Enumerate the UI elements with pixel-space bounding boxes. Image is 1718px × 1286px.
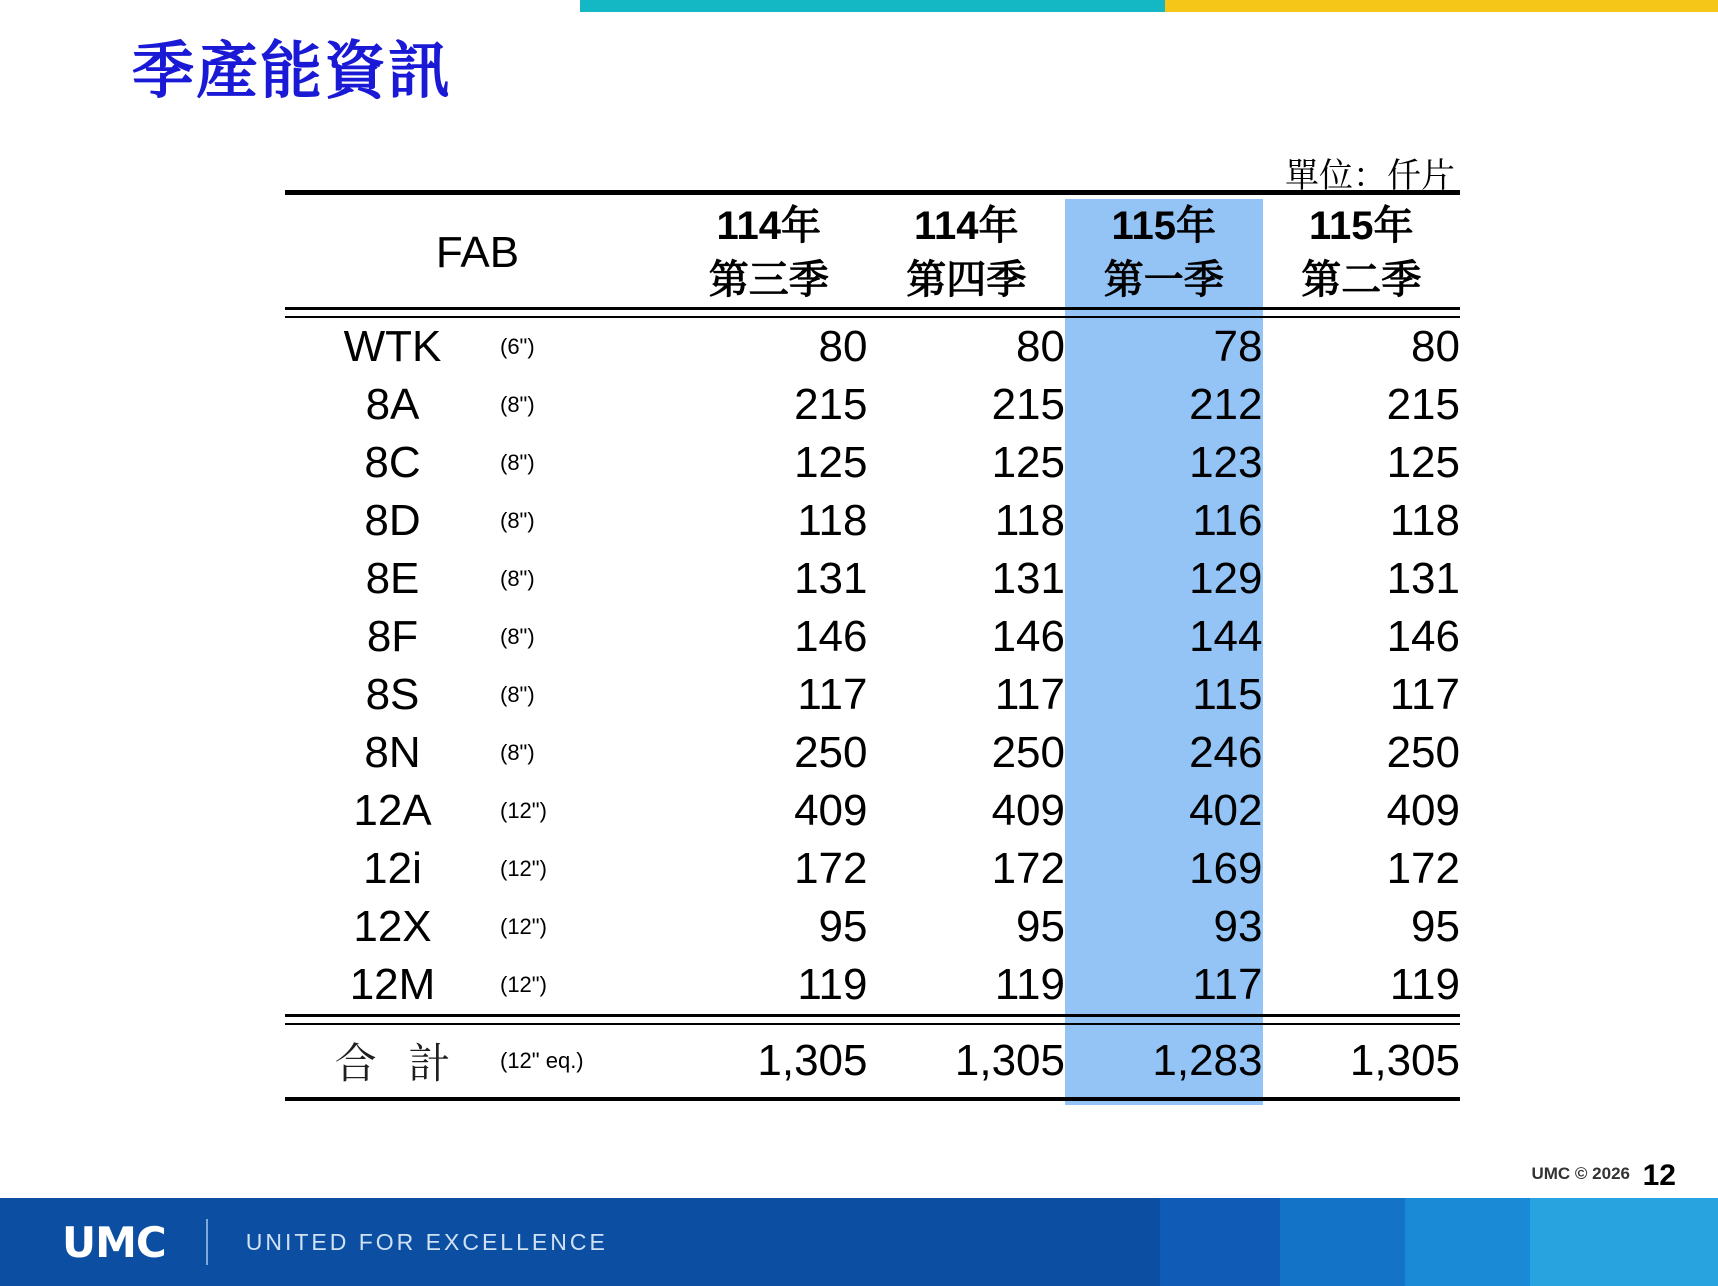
row-value-q1: 146 [794,612,868,661]
table-row [285,492,1460,550]
header-quarter-2-quarter: 第四季 [906,258,1027,302]
row-fab-name: 8C [364,438,421,487]
table-row [285,550,1460,608]
row-value-q4: 119 [1389,960,1460,1009]
row-value-q2: 250 [991,728,1065,777]
row-value-q2: 80 [1016,322,1065,371]
row-fab-name: 8N [364,728,421,777]
row-fab-size: (8") [500,624,535,649]
row-value-q1: 215 [794,380,868,429]
row-value-q2: 131 [991,554,1065,603]
row-value-q1: 80 [818,322,868,371]
table-row [285,840,1460,898]
row-fab-name: 8F [366,612,419,661]
table-row [285,434,1460,492]
row-value-q4: 172 [1386,844,1460,893]
header-quarter-2 [868,199,1066,309]
row-value-q1: 118 [797,496,868,545]
row-value-q1: 172 [794,844,868,893]
row-value-q3: 144 [1065,608,1263,666]
table-row [285,782,1460,840]
header-quarter-4-quarter: 第二季 [1301,258,1422,302]
row-value-q3: 116 [1065,492,1263,550]
row-fab-name: 12M [349,960,436,1009]
topbar-segment-white [0,0,580,12]
header-quarter-2-year: 114年 [913,204,1019,248]
row-fab-name: 12i [363,844,422,893]
topbar-segment-teal [580,0,1165,12]
row-value-q1: 95 [818,902,868,951]
row-value-q3: 117 [1065,956,1263,1016]
row-value-q2: 117 [994,670,1065,719]
topbar-segment-yellow [1165,0,1718,12]
table-row [285,317,1460,376]
row-value-q1: 409 [794,786,868,835]
row-value-q4: 117 [1389,670,1460,719]
row-fab-size: (8") [500,392,535,417]
table-row [285,376,1460,434]
row-value-q4: 95 [1411,902,1460,951]
table-row [285,724,1460,782]
page-title: 季產能資訊 [132,37,453,106]
row-value-q3: 129 [1065,550,1263,608]
row-fab-size: (8") [500,740,535,765]
header-quarter-4-year: 115年 [1308,204,1414,248]
header-quarter-3-year: 115年 [1111,204,1217,248]
copyright-text: UMC © 2026 [1531,1164,1630,1183]
row-value-q3: 115 [1065,666,1263,724]
row-fab-name: 8D [364,496,421,545]
row-fab-size: (8") [500,450,535,475]
row-value-q4: 80 [1411,322,1460,371]
row-fab-name: 12X [353,902,432,951]
table-rule-header-bottom [285,309,1460,318]
row-value-q1: 125 [794,438,868,487]
row-fab-name: 8E [365,554,420,603]
logo-divider [206,1219,208,1265]
row-fab-name: WTK [343,322,442,371]
row-value-q4: 250 [1386,728,1460,777]
header-quarter-3-quarter: 第一季 [1103,258,1224,302]
row-fab-name: 8A [365,380,420,429]
row-fab-name: 8S [365,670,420,719]
row-fab-name: 12A [353,786,432,835]
total-label: 合 計 [334,1040,461,1087]
row-fab-size: (12") [500,798,547,823]
row-value-q3: 169 [1065,840,1263,898]
row-fab-size: (8") [500,682,535,707]
total-value-q3: 1,283 [1065,1024,1263,1099]
row-value-q3: 93 [1065,898,1263,956]
top-color-bar [0,0,1718,12]
header-quarter-3 [1065,199,1263,309]
table-total-row [285,1024,1460,1099]
capacity-table-container [285,190,1460,1105]
row-value-q1: 131 [794,554,868,603]
row-value-q4: 146 [1386,612,1460,661]
row-value-q2: 119 [994,960,1065,1009]
row-value-q3: 123 [1065,434,1263,492]
footer-content [0,1198,1718,1286]
row-value-q2: 118 [994,496,1065,545]
page-number: 12 [1642,1159,1676,1192]
total-value-q2: 1,305 [954,1036,1065,1085]
footer-tagline: UNITED FOR EXCELLENCE [245,1228,608,1255]
total-size: (12" eq.) [500,1048,584,1073]
total-value-q4: 1,305 [1349,1036,1460,1085]
table-rule-total-top [285,1016,1460,1025]
row-value-q1: 250 [794,728,868,777]
row-value-q3: 402 [1065,782,1263,840]
row-fab-size: (12") [500,914,547,939]
row-fab-size: (8") [500,566,535,591]
header-fab: FAB [435,228,520,277]
table-row [285,666,1460,724]
table-row [285,898,1460,956]
row-value-q1: 117 [797,670,868,719]
unit-note: 單位：仟片 [1285,157,1455,195]
row-value-q3: 246 [1065,724,1263,782]
header-quarter-1-year: 114年 [716,204,822,248]
row-value-q4: 125 [1386,438,1460,487]
row-fab-size: (12") [500,972,547,997]
row-value-q2: 172 [991,844,1065,893]
row-value-q2: 95 [1016,902,1065,951]
table-header-row [285,199,1460,309]
row-value-q4: 131 [1386,554,1460,603]
row-value-q4: 409 [1386,786,1460,835]
table-row [285,956,1460,1016]
umc-logo: UMC [62,1217,166,1267]
row-value-q3: 78 [1065,317,1263,376]
header-quarter-4 [1263,199,1461,309]
row-value-q2: 215 [991,380,1065,429]
row-value-q3: 212 [1065,376,1263,434]
row-value-q1: 119 [797,960,868,1009]
row-fab-size: (6") [500,334,535,359]
row-value-q2: 409 [991,786,1065,835]
row-value-q4: 118 [1389,496,1460,545]
total-value-q1: 1,305 [757,1036,868,1085]
row-value-q4: 215 [1386,380,1460,429]
table-row [285,608,1460,666]
header-quarter-1 [670,199,868,309]
row-value-q2: 125 [991,438,1065,487]
table-rule-bottom [285,1099,1460,1105]
row-value-q2: 146 [991,612,1065,661]
capacity-table [285,190,1460,1105]
row-fab-size: (12") [500,856,547,881]
row-fab-size: (8") [500,508,535,533]
header-quarter-1-quarter: 第三季 [708,258,829,302]
